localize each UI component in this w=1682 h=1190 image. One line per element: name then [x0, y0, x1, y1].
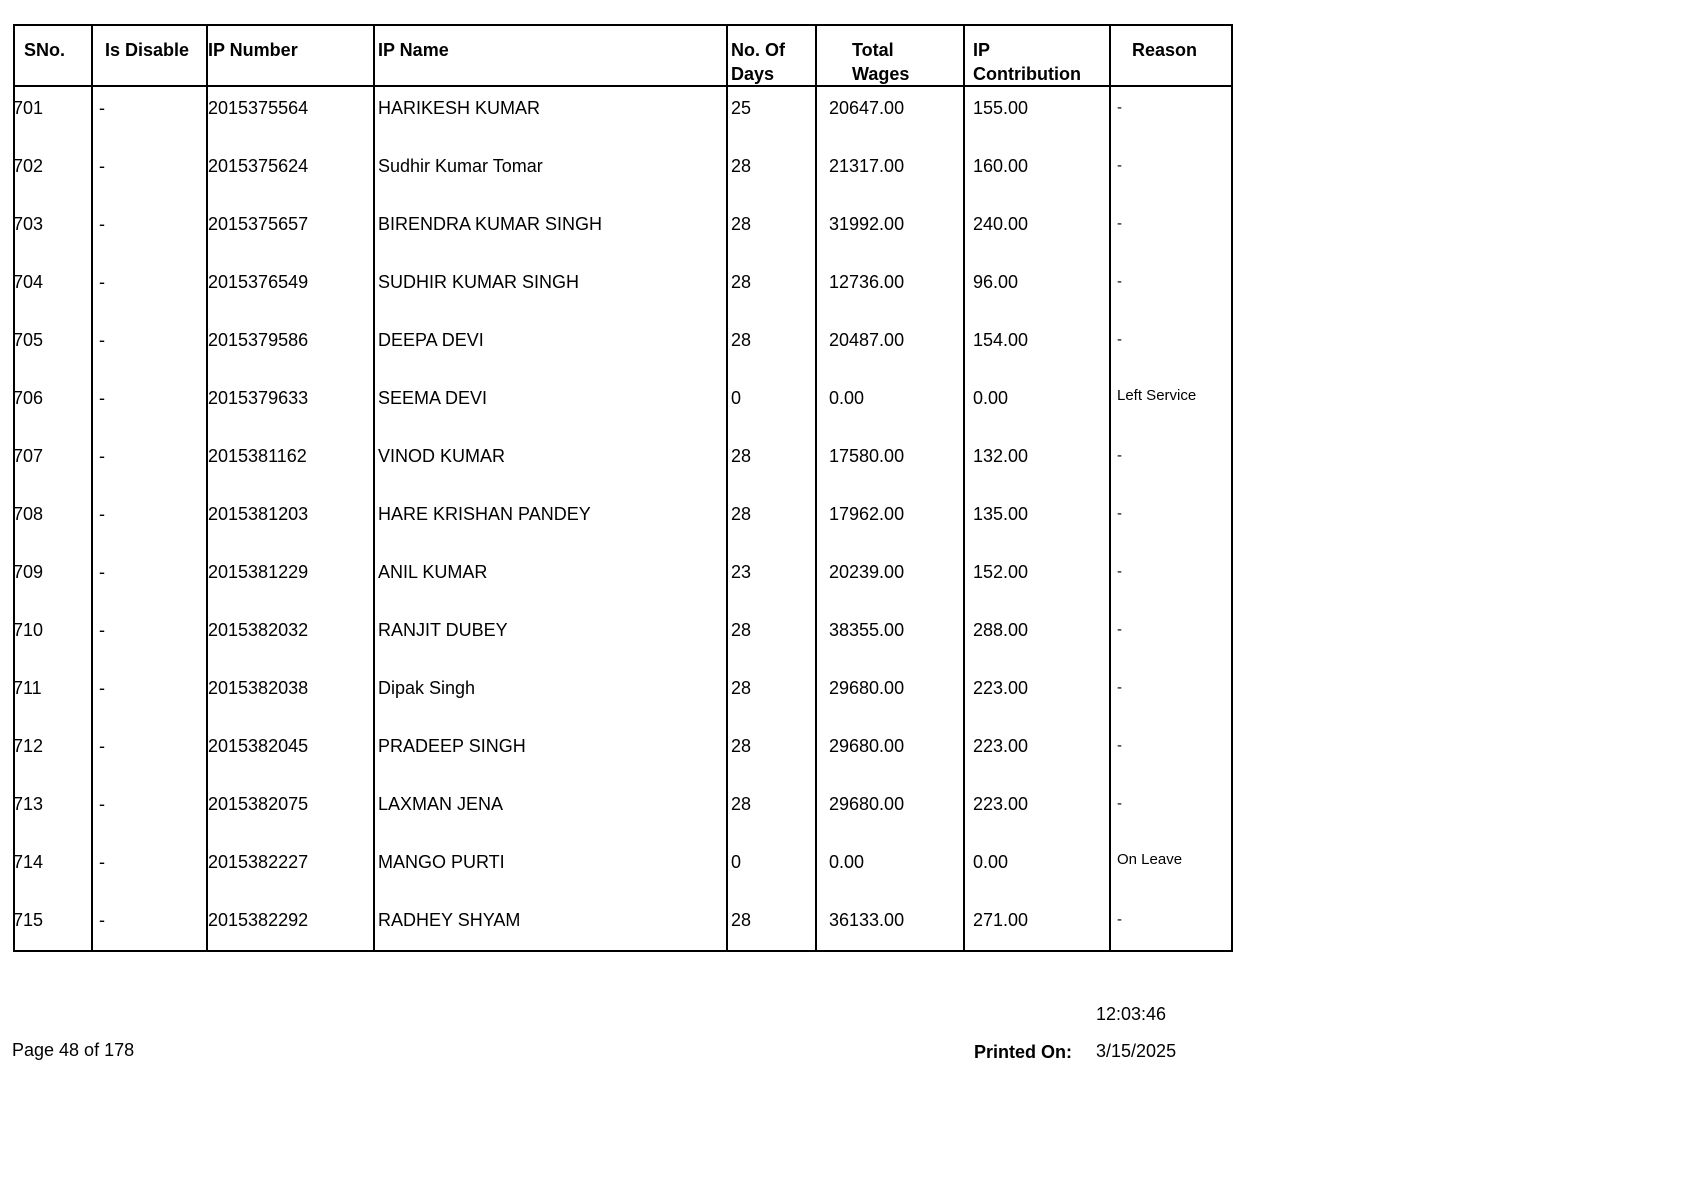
cell-reason: - [1117, 621, 1122, 638]
cell-days: 28 [731, 910, 752, 930]
cell-wages: 29680.00 [829, 736, 905, 756]
cell-sno: 709 [13, 562, 44, 582]
cell-days: 23 [731, 562, 752, 582]
cell-contribution: 223.00 [973, 794, 1029, 814]
cell-ip-number: 2015382292 [208, 910, 309, 930]
cell-ip-name: PRADEEP SINGH [378, 736, 526, 756]
cell-contribution: 96.00 [973, 272, 1019, 292]
cell-contribution: 223.00 [973, 678, 1029, 698]
cell-ip-number: 2015382038 [208, 678, 309, 698]
cell-is-disable: - [99, 98, 105, 118]
cell-reason: - [1117, 737, 1122, 754]
cell-ip-name: LAXMAN JENA [378, 794, 504, 814]
column-divider [815, 26, 817, 950]
cell-ip-name: SEEMA DEVI [378, 388, 488, 408]
cell-is-disable: - [99, 156, 105, 176]
contribution-table [13, 24, 1233, 952]
cell-sno: 703 [13, 214, 44, 234]
cell-reason: - [1117, 505, 1122, 522]
cell-contribution: 132.00 [973, 446, 1029, 466]
cell-contribution: 223.00 [973, 736, 1029, 756]
cell-contribution: 155.00 [973, 98, 1029, 118]
cell-ip-name: RANJIT DUBEY [378, 620, 508, 640]
printed-on-label: Printed On: [974, 1042, 1072, 1062]
cell-ip-number: 2015376549 [208, 272, 309, 292]
cell-sno: 702 [13, 156, 44, 176]
cell-ip-number: 2015382075 [208, 794, 309, 814]
column-divider [963, 26, 965, 950]
cell-ip-number: 2015382227 [208, 852, 309, 872]
cell-reason: - [1117, 795, 1122, 812]
cell-ip-number: 2015381229 [208, 562, 309, 582]
column-divider [91, 26, 93, 950]
header-total-wages-line2: Wages [852, 64, 910, 84]
cell-reason: - [1117, 331, 1122, 348]
cell-reason: - [1117, 679, 1122, 696]
header-is-disable: Is Disable [105, 40, 190, 60]
cell-ip-number: 2015381162 [208, 446, 307, 466]
cell-wages: 17580.00 [829, 446, 905, 466]
cell-is-disable: - [99, 736, 105, 756]
header-ip-name: IP Name [378, 40, 449, 60]
header-ip-contribution-line2: Contribution [973, 64, 1081, 84]
cell-contribution: 152.00 [973, 562, 1029, 582]
cell-wages: 0.00 [829, 852, 865, 872]
cell-days: 28 [731, 794, 752, 814]
cell-days: 28 [731, 446, 752, 466]
cell-ip-number: 2015382045 [208, 736, 309, 756]
cell-contribution: 271.00 [973, 910, 1029, 930]
cell-ip-number: 2015375564 [208, 98, 309, 118]
cell-is-disable: - [99, 504, 105, 524]
cell-contribution: 160.00 [973, 156, 1029, 176]
cell-ip-number: 2015381203 [208, 504, 309, 524]
cell-ip-name: ANIL KUMAR [378, 562, 488, 582]
cell-reason: - [1117, 447, 1122, 464]
cell-contribution: 135.00 [973, 504, 1029, 524]
header-ip-contribution: IP [973, 40, 991, 60]
cell-days: 0 [731, 388, 742, 408]
cell-reason: On Leave [1117, 851, 1183, 868]
cell-sno: 713 [13, 794, 44, 814]
cell-reason: - [1117, 563, 1122, 580]
cell-is-disable: - [99, 446, 105, 466]
cell-days: 28 [731, 214, 752, 234]
cell-wages: 21317.00 [829, 156, 905, 176]
cell-ip-number: 2015379586 [208, 330, 309, 350]
cell-is-disable: - [99, 852, 105, 872]
cell-days: 28 [731, 330, 752, 350]
header-ip-number: IP Number [208, 40, 298, 60]
cell-is-disable: - [99, 214, 105, 234]
cell-contribution: 288.00 [973, 620, 1029, 640]
cell-ip-name: DEEPA DEVI [378, 330, 484, 350]
cell-wages: 12736.00 [829, 272, 905, 292]
cell-reason: Left Service [1117, 387, 1197, 404]
cell-ip-number: 2015382032 [208, 620, 309, 640]
cell-ip-name: SUDHIR KUMAR SINGH [378, 272, 580, 292]
cell-is-disable: - [99, 678, 105, 698]
cell-days: 0 [731, 852, 742, 872]
cell-days: 28 [731, 156, 752, 176]
cell-wages: 20487.00 [829, 330, 905, 350]
cell-sno: 714 [13, 852, 44, 872]
cell-sno: 710 [13, 620, 44, 640]
cell-days: 28 [731, 736, 752, 756]
cell-ip-name: MANGO PURTI [378, 852, 505, 872]
cell-is-disable: - [99, 562, 105, 582]
cell-contribution: 0.00 [973, 852, 1009, 872]
cell-days: 28 [731, 620, 752, 640]
cell-sno: 704 [13, 272, 44, 292]
cell-ip-number: 2015379633 [208, 388, 309, 408]
cell-reason: - [1117, 157, 1122, 174]
header-sno: SNo. [24, 40, 66, 60]
cell-ip-number: 2015375624 [208, 156, 309, 176]
cell-wages: 29680.00 [829, 794, 905, 814]
cell-sno: 712 [13, 736, 44, 756]
cell-ip-name: RADHEY SHYAM [378, 910, 521, 930]
page-indicator: Page 48 of 178 [12, 1040, 135, 1060]
cell-wages: 36133.00 [829, 910, 905, 930]
cell-reason: - [1117, 273, 1122, 290]
header-total-wages: Total [852, 40, 894, 60]
cell-contribution: 154.00 [973, 330, 1029, 350]
cell-is-disable: - [99, 272, 105, 292]
cell-sno: 705 [13, 330, 44, 350]
column-divider [726, 26, 728, 950]
cell-is-disable: - [99, 620, 105, 640]
cell-contribution: 240.00 [973, 214, 1029, 234]
printed-time: 12:03:46 [1096, 1004, 1167, 1024]
cell-wages: 0.00 [829, 388, 865, 408]
column-divider [373, 26, 375, 950]
cell-wages: 17962.00 [829, 504, 905, 524]
cell-ip-name: Dipak Singh [378, 678, 476, 698]
header-no-of-days-line2: Days [731, 64, 775, 84]
cell-sno: 707 [13, 446, 44, 466]
cell-is-disable: - [99, 910, 105, 930]
cell-wages: 31992.00 [829, 214, 905, 234]
cell-days: 25 [731, 98, 752, 118]
cell-is-disable: - [99, 330, 105, 350]
cell-wages: 20647.00 [829, 98, 905, 118]
cell-is-disable: - [99, 388, 105, 408]
cell-ip-name: HARE KRISHAN PANDEY [378, 504, 591, 524]
cell-ip-name: BIRENDRA KUMAR SINGH [378, 214, 603, 234]
column-divider [1109, 26, 1111, 950]
cell-reason: - [1117, 99, 1122, 116]
cell-wages: 38355.00 [829, 620, 905, 640]
cell-ip-number: 2015375657 [208, 214, 309, 234]
cell-days: 28 [731, 272, 752, 292]
cell-ip-name: VINOD KUMAR [378, 446, 506, 466]
cell-ip-name: HARIKESH KUMAR [378, 98, 541, 118]
printed-date: 3/15/2025 [1096, 1041, 1177, 1061]
header-reason: Reason [1132, 40, 1198, 60]
cell-days: 28 [731, 504, 752, 524]
cell-sno: 706 [13, 388, 44, 408]
cell-wages: 20239.00 [829, 562, 905, 582]
cell-is-disable: - [99, 794, 105, 814]
cell-sno: 701 [13, 98, 44, 118]
cell-contribution: 0.00 [973, 388, 1009, 408]
cell-wages: 29680.00 [829, 678, 905, 698]
cell-sno: 708 [13, 504, 44, 524]
cell-reason: - [1117, 215, 1122, 232]
cell-reason: - [1117, 911, 1122, 928]
cell-sno: 711 [13, 678, 42, 698]
header-no-of-days: No. Of [731, 40, 785, 60]
cell-sno: 715 [13, 910, 44, 930]
cell-days: 28 [731, 678, 752, 698]
cell-ip-name: Sudhir Kumar Tomar [378, 156, 543, 176]
